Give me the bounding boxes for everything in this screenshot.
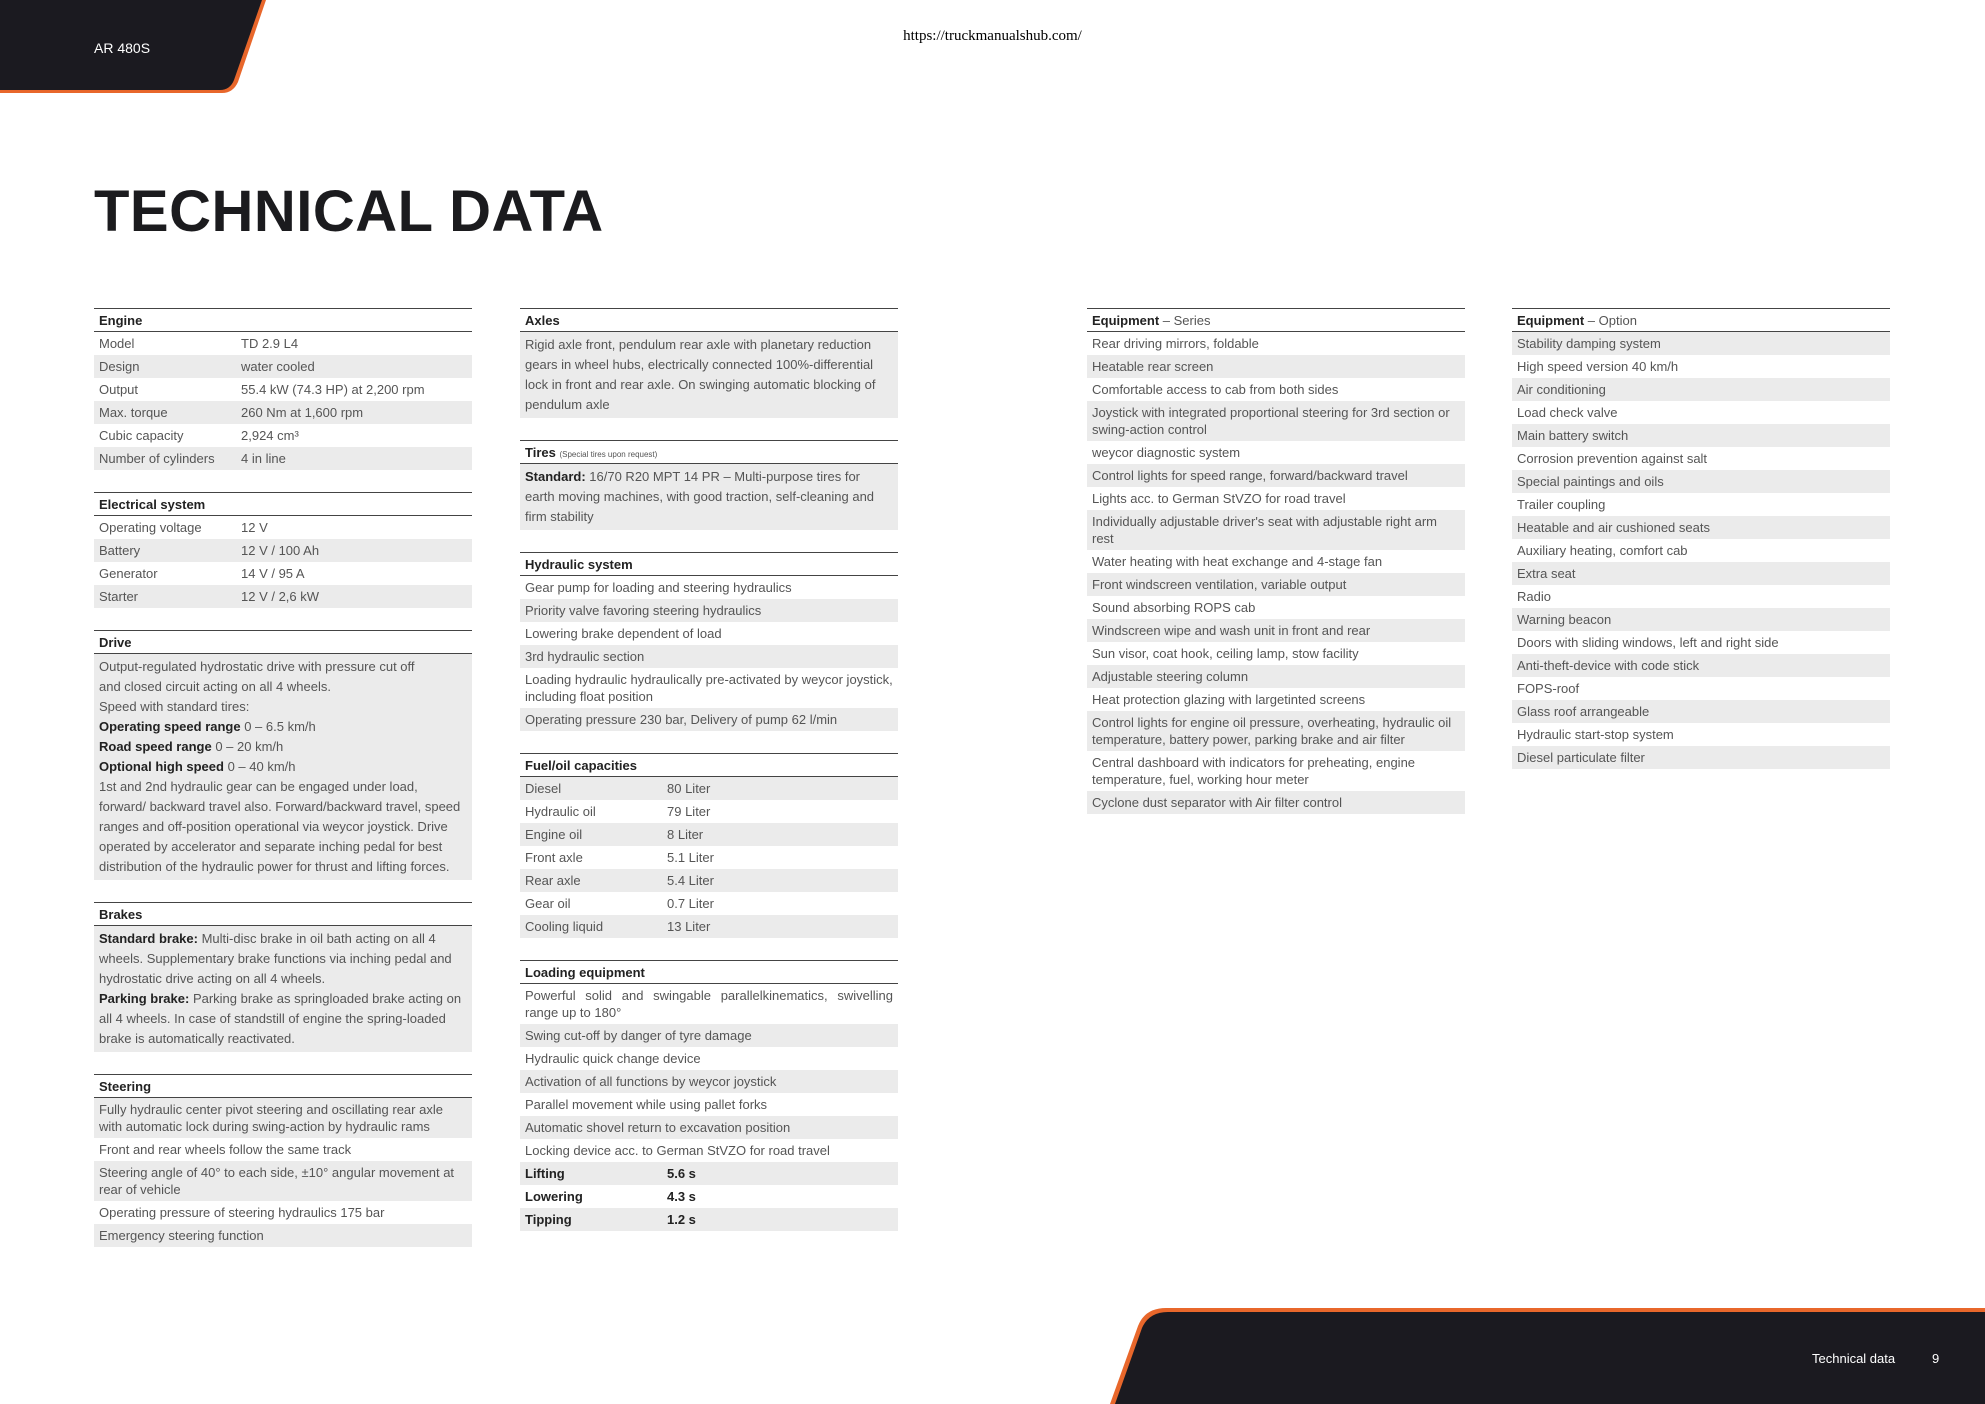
- list-item: Corrosion prevention against salt: [1512, 447, 1890, 470]
- section-title: Engine: [94, 308, 472, 332]
- list-item: Control lights for speed range, forward/backward travel: [1087, 464, 1465, 487]
- operating-speed: [99, 717, 467, 737]
- tires-standard-text: 16/70 R20 MPT 14 PR – Multi-purpose tires for earth moving machines, with good traction, self-cleaning and firm stability: [525, 469, 875, 524]
- table-row: [520, 892, 898, 915]
- list-item: Heatable rear screen: [1087, 355, 1465, 378]
- drive-section: [94, 630, 472, 880]
- row-value: 8 Liter: [667, 827, 704, 842]
- row-value: 14 V / 95 A: [241, 566, 305, 581]
- table-row: [94, 332, 472, 355]
- series-list: [1087, 332, 1465, 814]
- steering-section: [94, 1074, 472, 1247]
- tires-section: [520, 440, 898, 530]
- list-item: Emergency steering function: [94, 1224, 472, 1247]
- electrical-section: [94, 492, 472, 608]
- table-row: [94, 539, 472, 562]
- option-list: [1512, 332, 1890, 769]
- table-row: [94, 378, 472, 401]
- row-value: 260 Nm at 1,600 rpm: [241, 405, 364, 420]
- drive-line: and closed circuit acting on all 4 wheels.: [99, 679, 331, 694]
- row-label: Hydraulic oil: [525, 804, 596, 819]
- section-title: Steering: [94, 1074, 472, 1098]
- table-row: [520, 800, 898, 823]
- section-title: Electrical system: [94, 492, 472, 516]
- list-item: Front and rear wheels follow the same track: [94, 1138, 472, 1161]
- table-row: [520, 1208, 898, 1231]
- list-item: FOPS-roof: [1512, 677, 1890, 700]
- row-label: Lowering: [525, 1189, 583, 1204]
- model-label: AR 480S: [94, 40, 151, 56]
- row-value: 4.3 s: [667, 1189, 696, 1204]
- engine-table: [94, 332, 472, 470]
- list-item: Comfortable access to cab from both sides: [1087, 378, 1465, 401]
- table-row: [520, 1162, 898, 1185]
- section-title: Brakes: [94, 902, 472, 926]
- loading-section: [520, 960, 898, 1231]
- series-title: Equipment: [1092, 313, 1160, 328]
- list-item: Swing cut-off by danger of tyre damage: [520, 1024, 898, 1047]
- row-label: Lifting: [525, 1166, 565, 1181]
- operating-speed-value: 0 – 6.5 km/h: [240, 719, 316, 734]
- series-subtitle: – Series: [1159, 313, 1211, 328]
- row-label: Cooling liquid: [525, 919, 604, 934]
- table-row: [94, 447, 472, 470]
- section-title: Fuel/oil capacities: [520, 753, 898, 777]
- steering-list: [94, 1098, 472, 1247]
- table-row: [520, 869, 898, 892]
- row-label: Generator: [99, 566, 158, 581]
- row-label: Starter: [99, 589, 139, 604]
- list-item: Parallel movement while using pallet forks: [520, 1093, 898, 1116]
- list-item: Lowering brake dependent of load: [520, 622, 898, 645]
- row-label: Gear oil: [525, 896, 571, 911]
- list-item: Cyclone dust separator with Air filter control: [1087, 791, 1465, 814]
- capacities-table: [520, 777, 898, 938]
- axles-text: Rigid axle front, pendulum rear axle with planetary reduction gears in wheel hubs, electrically connected 100%-differential lock in front and rear axle. On swinging automatic blocking of pendulum axle: [520, 332, 898, 418]
- parking-brake-label: Parking brake:: [99, 991, 190, 1006]
- row-label: Number of cylinders: [99, 451, 215, 466]
- table-row: [520, 1185, 898, 1208]
- equipment-option-section: [1512, 308, 1890, 769]
- list-item: Extra seat: [1512, 562, 1890, 585]
- section-title: [520, 440, 898, 464]
- list-item: 3rd hydraulic section: [520, 645, 898, 668]
- list-item: Special paintings and oils: [1512, 470, 1890, 493]
- row-value: 4 in line: [241, 451, 286, 466]
- standard-brake-label: Standard brake:: [99, 931, 198, 946]
- brakes-section: [94, 902, 472, 1052]
- table-row: [94, 585, 472, 608]
- road-speed-label: Road speed range: [99, 739, 212, 754]
- row-value: 13 Liter: [667, 919, 711, 934]
- list-item: Control lights for engine oil pressure, overheating, hydraulic oil temperature, battery power, parking brake and air filter: [1087, 711, 1465, 751]
- axles-section: [520, 308, 898, 418]
- table-row: [94, 516, 472, 539]
- footer-section-label: Technical data: [1812, 1351, 1896, 1366]
- list-item: Rear driving mirrors, foldable: [1087, 332, 1465, 355]
- table-row: [94, 562, 472, 585]
- tires-title: Tires: [525, 445, 556, 460]
- list-item: Sound absorbing ROPS cab: [1087, 596, 1465, 619]
- list-item: Central dashboard with indicators for preheating, engine temperature, fuel, working hour meter: [1087, 751, 1465, 791]
- section-title: [1512, 308, 1890, 332]
- list-item: Heatable and air cushioned seats: [1512, 516, 1890, 539]
- row-label: Battery: [99, 543, 141, 558]
- road-speed: [99, 737, 467, 757]
- list-item: Joystick with integrated proportional steering for 3rd section or swing-action control: [1087, 401, 1465, 441]
- list-item: Front windscreen ventilation, variable output: [1087, 573, 1465, 596]
- row-value: 2,924 cm³: [241, 428, 299, 443]
- tires-text: [520, 464, 898, 530]
- section-title: Drive: [94, 630, 472, 654]
- table-row: [94, 355, 472, 378]
- row-label: Cubic capacity: [99, 428, 184, 443]
- section-title: Loading equipment: [520, 960, 898, 984]
- list-item: Loading hydraulic hydraulically pre-activated by weycor joystick, including float position: [520, 668, 898, 708]
- list-item: Hydraulic quick change device: [520, 1047, 898, 1070]
- row-value: 12 V / 100 Ah: [241, 543, 320, 558]
- row-value: 0.7 Liter: [667, 896, 714, 911]
- list-item: Gear pump for loading and steering hydraulics: [520, 576, 898, 599]
- row-value: 55.4 kW (74.3 HP) at 2,200 rpm: [241, 382, 425, 397]
- hydraulic-section: [520, 552, 898, 731]
- list-item: Adjustable steering column: [1087, 665, 1465, 688]
- table-row: [520, 915, 898, 938]
- list-item: High speed version 40 km/h: [1512, 355, 1890, 378]
- list-item: Automatic shovel return to excavation position: [520, 1116, 898, 1139]
- list-item: Radio: [1512, 585, 1890, 608]
- high-speed-label: Optional high speed: [99, 759, 224, 774]
- row-value: 1.2 s: [667, 1212, 696, 1227]
- list-item: Sun visor, coat hook, ceiling lamp, stow facility: [1087, 642, 1465, 665]
- list-item: Heat protection glazing with largetinted screens: [1087, 688, 1465, 711]
- list-item: Water heating with heat exchange and 4-stage fan: [1087, 550, 1465, 573]
- list-item: weycor diagnostic system: [1087, 441, 1465, 464]
- high-speed: [99, 757, 467, 777]
- column-1: [94, 308, 472, 1269]
- row-value: 12 V / 2,6 kW: [241, 589, 320, 604]
- row-value: 79 Liter: [667, 804, 711, 819]
- hydraulic-list: [520, 576, 898, 731]
- list-item: Main battery switch: [1512, 424, 1890, 447]
- list-item: Stability damping system: [1512, 332, 1890, 355]
- row-label: Model: [99, 336, 135, 351]
- list-item: Air conditioning: [1512, 378, 1890, 401]
- list-item: Priority valve favoring steering hydraulics: [520, 599, 898, 622]
- page-title: TECHNICAL DATA: [94, 179, 604, 244]
- list-item: Powerful solid and swingable parallelkinematics, swivelling range up to 180°: [520, 984, 898, 1024]
- list-item: Fully hydraulic center pivot steering and oscillating rear axle with automatic lock during swing-action by hydraulic rams: [94, 1098, 472, 1138]
- list-item: Diesel particulate filter: [1512, 746, 1890, 769]
- page-number: 9: [1932, 1351, 1940, 1366]
- option-subtitle: – Option: [1584, 313, 1637, 328]
- section-title: Hydraulic system: [520, 552, 898, 576]
- high-speed-value: 0 – 40 km/h: [223, 759, 296, 774]
- row-label: Rear axle: [525, 873, 581, 888]
- road-speed-value: 0 – 20 km/h: [211, 739, 284, 754]
- column-3: [1087, 308, 1465, 836]
- standard-brake-text: Multi-disc brake in oil bath acting on all 4 wheels. Supplementary brake functions via inching pedal and hydrostatic drive acting on all 4 wheels.: [99, 931, 452, 986]
- list-item: Locking device acc. to German StVZO for road travel: [520, 1139, 898, 1162]
- row-label: Design: [99, 359, 140, 374]
- row-value: 5.4 Liter: [667, 873, 714, 888]
- table-row: [520, 823, 898, 846]
- tires-standard-label: Standard:: [525, 469, 586, 484]
- drive-line: Speed with standard tires:: [99, 699, 250, 714]
- column-2: [520, 308, 898, 1253]
- list-item: Load check valve: [1512, 401, 1890, 424]
- table-row: [94, 424, 472, 447]
- option-title: Equipment: [1517, 313, 1585, 328]
- source-url[interactable]: https://truckmanualshub.com/: [903, 28, 1082, 44]
- list-item: Operating pressure of steering hydraulics 175 bar: [94, 1201, 472, 1224]
- row-label: Engine oil: [525, 827, 583, 842]
- list-item: Glass roof arrangeable: [1512, 700, 1890, 723]
- row-value: water cooled: [241, 359, 315, 374]
- row-label: Operating voltage: [99, 520, 202, 535]
- row-value: 5.1 Liter: [667, 850, 714, 865]
- table-row: [520, 777, 898, 800]
- list-item: Steering angle of 40° to each side, ±10° angular movement at rear of vehicle: [94, 1161, 472, 1201]
- row-label: Diesel: [525, 781, 562, 796]
- row-value: 5.6 s: [667, 1166, 696, 1181]
- capacities-section: [520, 753, 898, 938]
- list-item: Lights acc. to German StVZO for road travel: [1087, 487, 1465, 510]
- list-item: Individually adjustable driver's seat with adjustable right arm rest: [1087, 510, 1465, 550]
- drive-text: [94, 654, 472, 880]
- drive-description: 1st and 2nd hydraulic gear can be engaged under load, forward/ backward travel also. Forward/backward travel, speed ranges and off-position operational via weycor joystick. Drive operated by accelerator and separate inching pedal for best distribution of the hydraulic power for thrust and lifting forces.: [99, 779, 461, 874]
- row-label: Output: [99, 382, 139, 397]
- drive-line: Output-regulated hydrostatic drive with pressure cut off: [99, 659, 415, 674]
- row-value: TD 2.9 L4: [241, 336, 299, 351]
- equipment-series-section: [1087, 308, 1465, 814]
- tires-note: (Special tires upon request): [559, 450, 658, 459]
- list-item: Auxiliary heating, comfort cab: [1512, 539, 1890, 562]
- table-row: [94, 401, 472, 424]
- row-label: Front axle: [525, 850, 583, 865]
- section-title: Axles: [520, 308, 898, 332]
- row-label: Tipping: [525, 1212, 572, 1227]
- parking-brake: [99, 989, 467, 1049]
- row-value: 80 Liter: [667, 781, 711, 796]
- engine-section: [94, 308, 472, 470]
- list-item: Operating pressure 230 bar, Delivery of pump 62 l/min: [520, 708, 898, 731]
- list-item: Hydraulic start-stop system: [1512, 723, 1890, 746]
- row-value: 12 V: [241, 520, 268, 535]
- electrical-table: [94, 516, 472, 608]
- list-item: Anti-theft-device with code stick: [1512, 654, 1890, 677]
- operating-speed-label: Operating speed range: [99, 719, 241, 734]
- table-row: [520, 846, 898, 869]
- parking-brake-text: Parking brake as springloaded brake acting on all 4 wheels. In case of standstill of engine the spring-loaded brake is automatically reactivated.: [99, 991, 462, 1046]
- section-title: [1087, 308, 1465, 332]
- loading-list: [520, 984, 898, 1231]
- list-item: Windscreen wipe and wash unit in front and rear: [1087, 619, 1465, 642]
- brakes-text: [94, 926, 472, 1052]
- column-4: [1512, 308, 1890, 791]
- list-item: Warning beacon: [1512, 608, 1890, 631]
- standard-brake: [99, 929, 467, 989]
- row-label: Max. torque: [99, 405, 168, 420]
- list-item: Activation of all functions by weycor joystick: [520, 1070, 898, 1093]
- list-item: Trailer coupling: [1512, 493, 1890, 516]
- list-item: Doors with sliding windows, left and right side: [1512, 631, 1890, 654]
